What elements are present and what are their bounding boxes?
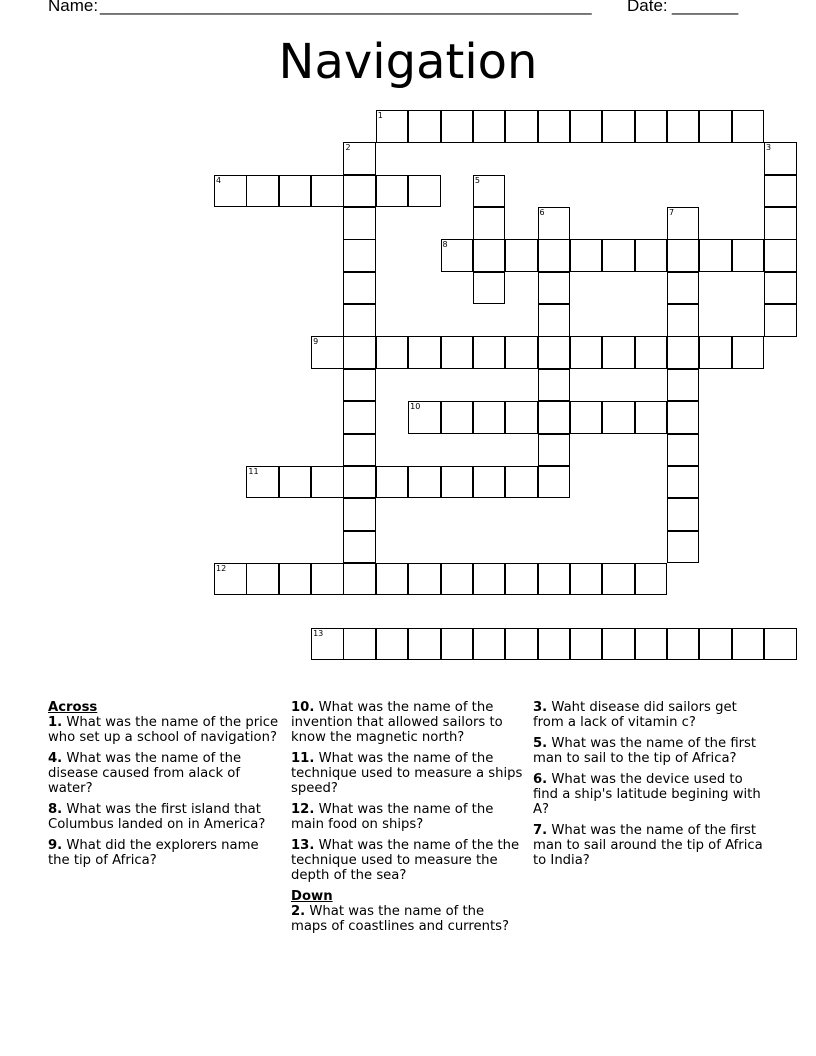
grid-cell[interactable]	[246, 563, 279, 596]
grid-cell[interactable]	[343, 434, 376, 467]
clue-text: What was the name of the maps of coastlines and currents?	[291, 904, 510, 934]
grid-cell[interactable]	[538, 434, 571, 467]
grid-cell[interactable]	[538, 336, 571, 369]
grid-cell[interactable]	[408, 175, 441, 208]
clue-number-label: 9	[313, 337, 319, 347]
date-field[interactable]: _______	[672, 0, 739, 15]
puzzle-title: Navigation	[278, 34, 538, 90]
clue-number: 11.	[291, 751, 315, 766]
grid-cell[interactable]	[570, 110, 603, 143]
grid-cell[interactable]	[376, 336, 409, 369]
clue-number: 3.	[533, 700, 548, 715]
grid-cell[interactable]	[408, 563, 441, 596]
clue-number: 5.	[533, 736, 548, 751]
grid-cell[interactable]	[246, 175, 279, 208]
clue-number-label: 12	[216, 563, 227, 573]
grid-cell[interactable]	[441, 628, 474, 661]
grid-cell[interactable]	[343, 401, 376, 434]
down-clue-6	[533, 772, 765, 817]
grid-cell[interactable]	[635, 110, 668, 143]
clue-column-2	[291, 700, 523, 940]
grid-cell[interactable]	[538, 110, 571, 143]
grid-cell[interactable]	[311, 628, 344, 661]
grid-cell[interactable]	[732, 239, 765, 272]
grid-cell[interactable]	[570, 336, 603, 369]
grid-cell[interactable]	[538, 272, 571, 305]
grid-cell[interactable]	[343, 466, 376, 499]
grid-cell[interactable]	[214, 563, 247, 596]
grid-cell[interactable]	[441, 110, 474, 143]
clue-number: 7.	[533, 823, 548, 838]
grid-cell[interactable]	[764, 142, 797, 175]
grid-cell[interactable]	[343, 498, 376, 531]
clue-text: What was the name of the first man to sail around the tip of Africa to India?	[533, 823, 763, 868]
grid-cell[interactable]	[667, 434, 700, 467]
date-label: Date:	[627, 0, 668, 15]
clue-text: What was the name of the technique used to measure a ships speed?	[291, 751, 523, 796]
name-label: Name:	[48, 0, 99, 15]
grid-cell[interactable]	[343, 531, 376, 564]
grid-cell[interactable]	[343, 336, 376, 369]
grid-cell[interactable]	[538, 628, 571, 661]
across-clue-4	[48, 751, 280, 796]
clue-text: What was the name of the first man to sail to the tip of Africa?	[533, 736, 757, 766]
grid-cell[interactable]	[570, 401, 603, 434]
grid-cell[interactable]	[764, 628, 797, 661]
across-clue-1	[48, 715, 280, 745]
clue-column-1	[48, 700, 280, 874]
across-clue-12	[291, 802, 523, 832]
grid-cell[interactable]	[473, 239, 506, 272]
clue-number: 2.	[291, 904, 306, 919]
grid-cell[interactable]	[699, 336, 732, 369]
grid-cell[interactable]	[602, 110, 635, 143]
grid-cell[interactable]	[343, 272, 376, 305]
grid-cell[interactable]	[441, 239, 474, 272]
grid-cell[interactable]	[732, 336, 765, 369]
clue-number-label: 5	[474, 175, 480, 185]
clue-text: What was the first island that Columbus landed on in America?	[48, 802, 266, 832]
clue-number: 10.	[291, 700, 315, 715]
clue-number: 13.	[291, 838, 315, 853]
grid-cell[interactable]	[538, 369, 571, 402]
across-clue-9	[48, 838, 280, 868]
grid-cell[interactable]	[764, 175, 797, 208]
grid-cell[interactable]	[343, 142, 376, 175]
across-clue-13	[291, 838, 523, 883]
grid-cell[interactable]	[343, 628, 376, 661]
grid-cell[interactable]	[732, 628, 765, 661]
clue-number-label: 10	[410, 402, 421, 412]
grid-cell[interactable]	[505, 336, 538, 369]
down-clue-5	[533, 736, 765, 766]
grid-cell[interactable]	[764, 207, 797, 240]
grid-cell[interactable]	[667, 466, 700, 499]
grid-cell[interactable]	[602, 336, 635, 369]
grid-cell[interactable]	[699, 628, 732, 661]
grid-cell[interactable]	[667, 336, 700, 369]
clue-number: 8.	[48, 802, 63, 817]
grid-cell[interactable]	[699, 239, 732, 272]
across-heading: Across	[48, 700, 98, 715]
grid-cell[interactable]	[408, 336, 441, 369]
down-clue-2	[291, 904, 523, 934]
grid-cell[interactable]	[667, 498, 700, 531]
grid-cell[interactable]	[667, 628, 700, 661]
grid-cell[interactable]	[699, 110, 732, 143]
down-heading: Down	[291, 889, 333, 904]
clue-text: What was the name of the disease caused from alack of water?	[48, 751, 242, 796]
clue-text: What was the device used to find a ship's latitude begining with A?	[533, 772, 761, 817]
grid-cell[interactable]	[441, 401, 474, 434]
grid-cell[interactable]	[667, 239, 700, 272]
clue-number-label: 4	[216, 175, 222, 185]
clue-number: 9.	[48, 838, 63, 853]
grid-cell[interactable]	[279, 175, 312, 208]
grid-cell[interactable]	[311, 175, 344, 208]
clue-text: What was the name of the invention that allowed sailors to know the magnetic north?	[291, 700, 503, 745]
grid-cell[interactable]	[505, 466, 538, 499]
grid-cell[interactable]	[602, 401, 635, 434]
grid-cell[interactable]	[602, 563, 635, 596]
grid-cell[interactable]	[538, 563, 571, 596]
clue-number-label: 1	[377, 111, 383, 120]
grid-cell[interactable]	[473, 563, 506, 596]
clue-text: What was the name of the price who set up a school of navigation?	[48, 715, 279, 745]
clue-number-label: 6	[539, 208, 545, 218]
grid-cell[interactable]	[473, 272, 506, 305]
grid-cell[interactable]	[408, 110, 441, 143]
grid-cell[interactable]	[602, 239, 635, 272]
grid-cell[interactable]	[343, 239, 376, 272]
grid-cell[interactable]	[538, 207, 571, 240]
grid-cell[interactable]	[505, 628, 538, 661]
grid-cell[interactable]	[376, 110, 409, 143]
grid-cell[interactable]	[279, 466, 312, 499]
grid-cell[interactable]	[667, 401, 700, 434]
grid-cell[interactable]	[473, 110, 506, 143]
clue-text: What was the name of the main food on ships?	[291, 802, 494, 832]
grid-cell[interactable]	[635, 401, 668, 434]
grid-cell[interactable]	[441, 336, 474, 369]
grid-cell[interactable]	[538, 466, 571, 499]
grid-cell[interactable]	[473, 207, 506, 240]
grid-cell[interactable]	[246, 466, 279, 499]
grid-cell[interactable]	[408, 466, 441, 499]
grid-cell[interactable]	[667, 304, 700, 337]
grid-cell[interactable]	[538, 239, 571, 272]
grid-cell[interactable]	[408, 401, 441, 434]
name-field[interactable]: ____________________________________________________	[100, 0, 592, 15]
clue-number-label: 11	[248, 466, 259, 476]
grid-cell[interactable]	[667, 110, 700, 143]
grid-cell[interactable]	[764, 304, 797, 337]
grid-cell[interactable]	[473, 466, 506, 499]
clue-text: What was the name of the the technique used to measure the depth of the sea?	[291, 838, 520, 883]
clue-number-label: 7	[668, 208, 675, 218]
grid-cell[interactable]	[473, 628, 506, 661]
grid-cell[interactable]	[635, 628, 668, 661]
grid-cell[interactable]	[667, 272, 700, 305]
grid-cell[interactable]	[343, 207, 376, 240]
grid-cell[interactable]	[279, 563, 312, 596]
grid-cell[interactable]	[538, 401, 571, 434]
grid-cell[interactable]	[635, 239, 668, 272]
grid-cell[interactable]	[311, 466, 344, 499]
grid-cell[interactable]	[635, 336, 668, 369]
grid-cell[interactable]	[376, 563, 409, 596]
grid-cell[interactable]	[505, 563, 538, 596]
grid-cell[interactable]	[311, 336, 344, 369]
across-clue-11	[291, 751, 523, 796]
grid-cell[interactable]	[376, 628, 409, 661]
grid-cell[interactable]	[473, 175, 506, 208]
clue-number-label: 8	[442, 240, 448, 250]
clue-number-label: 3	[766, 143, 772, 153]
clue-text: Waht disease did sailors get from a lack of vitamin c?	[533, 700, 737, 730]
across-clue-8	[48, 802, 280, 832]
grid-cell[interactable]	[635, 563, 668, 596]
grid-cell[interactable]	[570, 628, 603, 661]
grid-cell[interactable]	[441, 466, 474, 499]
grid-cell[interactable]	[408, 628, 441, 661]
grid-cell[interactable]	[667, 531, 700, 564]
clue-number-label: 2	[345, 143, 351, 153]
clue-text: What did the explorers name the tip of Africa?	[48, 838, 259, 868]
grid-cell[interactable]	[343, 175, 376, 208]
grid-cell[interactable]	[376, 466, 409, 499]
down-clue-7	[533, 823, 765, 868]
clue-number: 1.	[48, 715, 63, 730]
clue-number: 4.	[48, 751, 63, 766]
grid-cell[interactable]	[570, 563, 603, 596]
grid-cell[interactable]	[311, 563, 344, 596]
clue-number-label: 13	[313, 628, 324, 638]
across-clue-10	[291, 700, 523, 745]
grid-cell[interactable]	[376, 175, 409, 208]
grid-cell[interactable]	[343, 563, 376, 596]
grid-cell[interactable]	[214, 175, 247, 208]
grid-cell[interactable]	[441, 563, 474, 596]
grid-cell[interactable]	[732, 110, 765, 143]
grid-cell[interactable]	[473, 401, 506, 434]
grid-cell[interactable]	[343, 304, 376, 337]
grid-cell[interactable]	[602, 628, 635, 661]
clue-number: 6.	[533, 772, 548, 787]
clue-column-3	[533, 700, 765, 874]
down-clue-3	[533, 700, 765, 730]
grid-cell[interactable]	[570, 239, 603, 272]
grid-cell[interactable]	[505, 401, 538, 434]
grid-cell[interactable]	[764, 239, 797, 272]
grid-cell[interactable]	[343, 369, 376, 402]
grid-cell[interactable]	[505, 110, 538, 143]
grid-cell[interactable]	[505, 239, 538, 272]
grid-cell[interactable]	[538, 304, 571, 337]
grid-cell[interactable]	[764, 272, 797, 305]
grid-cell[interactable]	[667, 207, 700, 240]
grid-cell[interactable]	[473, 336, 506, 369]
grid-cell[interactable]	[667, 369, 700, 402]
clue-number: 12.	[291, 802, 315, 817]
